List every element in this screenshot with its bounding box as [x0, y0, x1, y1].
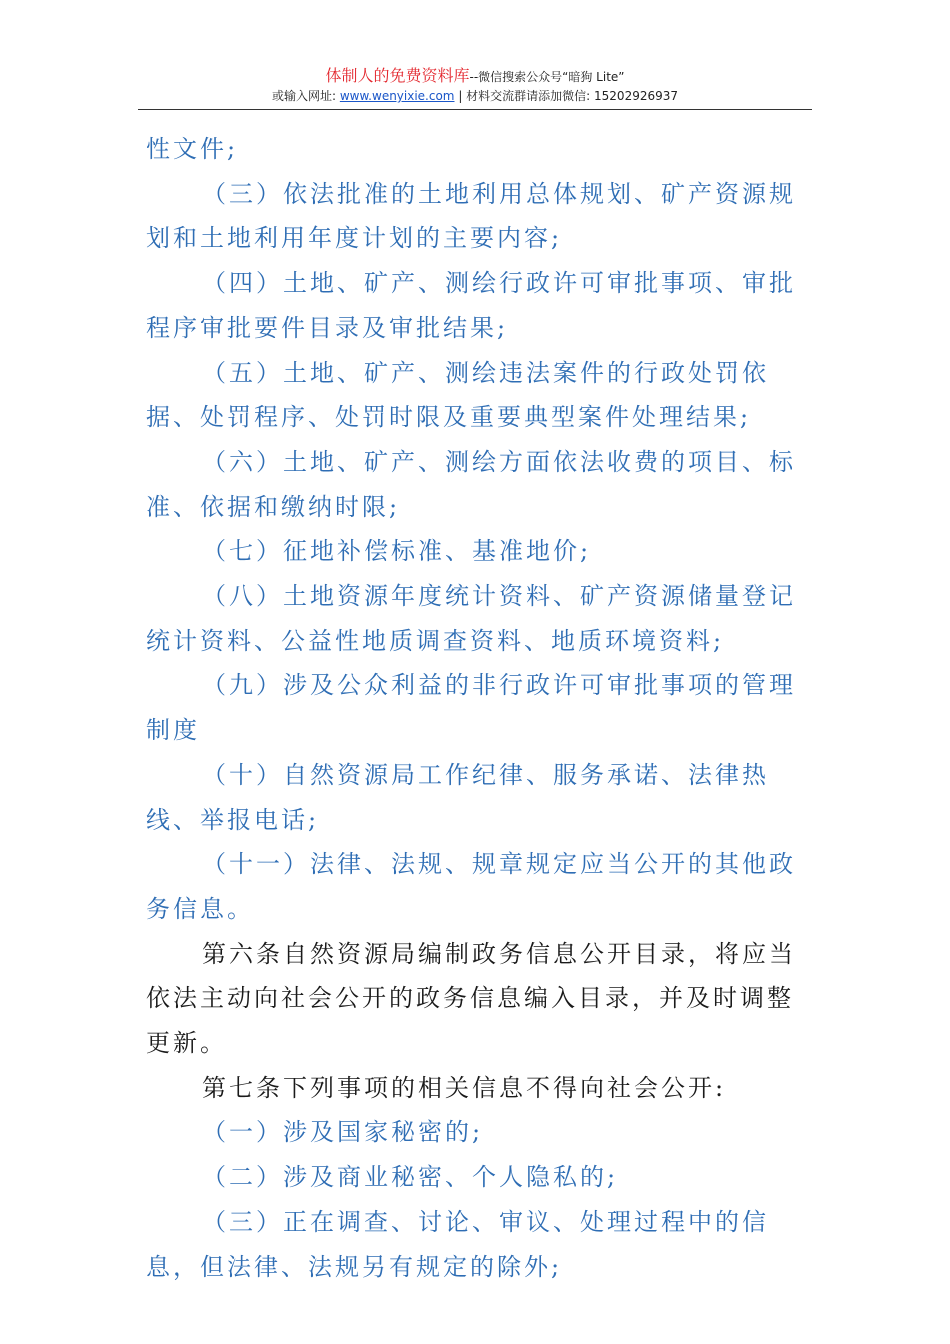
- paragraph: （十）自然资源局工作纪律、服务承诺、法律热线、举报电话;: [146, 760, 769, 834]
- paragraph: （十一）法律、法规、规章规定应当公开的其他政务信息。: [146, 850, 796, 923]
- header-title: 体制人的免费资料库: [325, 66, 470, 85]
- header-subtitle: --微信搜索公众号“暗狗 Lite”: [469, 70, 625, 84]
- paragraph: （八）土地资源年度统计资料、矿产资源储量登记统计资料、公益性地质调查资料、地质环境资料;: [146, 582, 796, 655]
- paragraph: （二）涉及商业秘密、个人隐私的;: [202, 1163, 619, 1192]
- paragraph: （六）土地、矿产、测绘方面依法收费的项目、标准、依据和缴纳时限;: [146, 447, 796, 521]
- website-link[interactable]: www.wenyixie.com: [339, 89, 455, 103]
- paragraph: 第六条自然资源局编制政务信息公开目录，将应当依法主动向社会公开的政务信息编入目录，并及时调整更新。: [146, 939, 796, 1058]
- paragraph: （四）土地、矿产、测绘行政许可审批事项、审批程序审批要件目录及审批结果;: [146, 269, 796, 342]
- paragraph: 第七条下列事项的相关信息不得向社会公开:: [202, 1073, 727, 1102]
- page-header: [138, 66, 812, 105]
- paragraph: （三）依法批准的土地利用总体规划、矿产资源规划和土地利用年度计划的主要内容;: [146, 179, 796, 253]
- paragraph: （三）正在调查、讨论、审议、处理过程中的信息，但法律、法规另有规定的除外;: [146, 1207, 769, 1281]
- document-body: [146, 127, 808, 1289]
- paragraph: （九）涉及公众利益的非行政许可审批事项的管理制度: [146, 671, 796, 745]
- header-divider: [138, 109, 812, 110]
- paragraph: （一）涉及国家秘密的;: [202, 1118, 484, 1147]
- paragraph: （五）土地、矿产、测绘违法案件的行政处罚依据、处罚程序、处罚时限及重要典型案件处理结果;: [146, 358, 769, 432]
- header-line-2: [138, 87, 812, 105]
- paragraph: （七）征地补偿标准、基准地价;: [202, 537, 592, 566]
- header-url-prefix: 或输入网址:: [271, 89, 340, 103]
- paragraph: 性文件;: [146, 135, 239, 163]
- header-contact: | 材料交流群请添加微信: 15202926937: [454, 89, 679, 103]
- header-line-1: [138, 66, 812, 87]
